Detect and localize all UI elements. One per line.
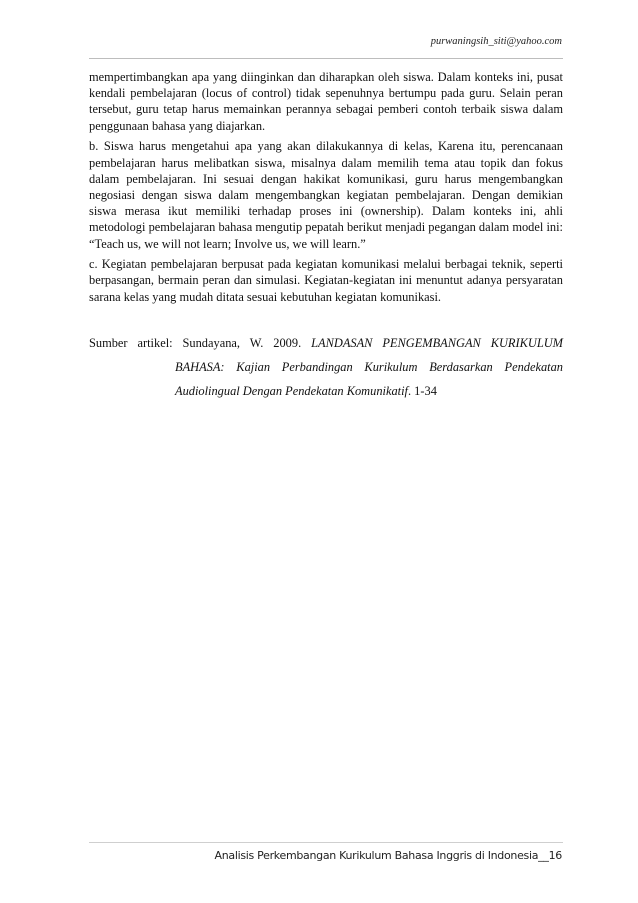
citation-title-part-3: Audiolingual Dengan Pendekatan Komunikatif: [175, 384, 408, 398]
citation-title-part-2: BAHASA: Kajian Perbandingan Kurikulum Berdasarkan Pendekatan: [175, 360, 563, 374]
citation-line-1: [89, 331, 563, 355]
footer-divider: [89, 842, 563, 843]
header-email: purwaningsih_siti@yahoo.com: [430, 36, 562, 47]
header-divider: [89, 58, 563, 59]
source-citation: [89, 331, 563, 403]
footer-page-label: Analisis Perkembangan Kurikulum Bahasa Inggris di Indonesia__16: [214, 849, 562, 862]
citation-author: Sumber artikel: Sundayana, W. 2009.: [89, 336, 302, 350]
citation-title-part-1: LANDASAN PENGEMBANGAN KURIKULUM: [311, 336, 563, 350]
citation-line-3: [89, 379, 563, 403]
citation-pages: . 1-34: [407, 384, 437, 398]
paragraph-point-b: b. Siswa harus mengetahui apa yang akan dilakukannya di kelas, Karena itu, perencanaan pembelajaran harus melibatkan siswa, misalnya dalam memilih tema atau topik dan fokus dalam pembelajaran. Ini sesuai dengan hakikat komunikasi, guru harus mengembangkan negosiasi dengan siswa dalam mengembangkan kegiatan pembelajaran. Dengan demikian siswa merasa ikut memiliki terhadap proses ini (ownership). Dalam konteks ini, ahli metodologi pembelajaran bahasa mengutip pepatah berikut menjadi pegangan dalam model ini: “Teach us, we will not learn; Involve us, we will learn.”: [89, 139, 563, 251]
citation-line-2: [89, 355, 563, 379]
paragraph-point-c: c. Kegiatan pembelajaran berpusat pada kegiatan komunikasi melalui berbagai teknik, seperti berpasangan, bermain peran dan simulasi. Kegiatan-kegiatan ini menuntut adanya persyaratan sarana kelas yang mudah ditata sesuai kebutuhan kegiatan komunikasi.: [89, 257, 563, 304]
article-body: [89, 69, 563, 309]
paragraph-continuation: mempertimbangkan apa yang diinginkan dan diharapkan oleh siswa. Dalam konteks ini, pusat kendali pembelajaran (locus of control) tidak sepenuhnya bertumpu pada guru. Selain peran tersebut, guru tetap harus memainkan perannya sebagai pemberi contoh terbaik siswa dalam penggunaan bahasa yang diajarkan.: [89, 70, 563, 133]
